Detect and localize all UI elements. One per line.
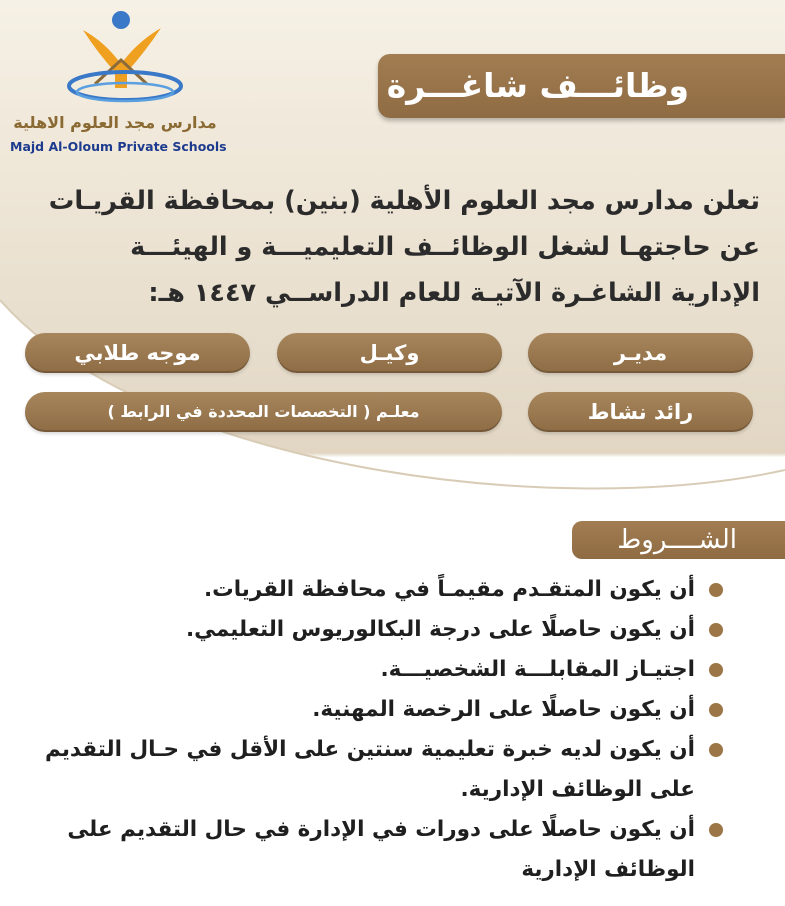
condition-item [15, 690, 695, 730]
condition-text: أن يكون لديه خبرة تعليمية سنتين على الأقل في حـال التقديم على الوظائف الإدارية. [44, 737, 695, 802]
condition-item [15, 810, 695, 890]
conditions-list [15, 570, 695, 890]
conditions-header [572, 521, 785, 559]
condition-item [15, 610, 695, 650]
page-title: وظائـــف شاغـــرة [386, 66, 689, 105]
condition-text: اجتيـاز المقابلـــة الشخصيـــة. [380, 657, 695, 682]
logo-english-name: Majd Al-Oloum Private Schools [10, 139, 227, 154]
intro-paragraph [25, 178, 760, 316]
logo-mark-icon [65, 8, 185, 108]
condition-item [15, 730, 695, 810]
job-pill-teacher: معلـم ( التخصصات المحددة في الرابط ) [25, 392, 502, 432]
logo-arabic-name: مدارس مجد العلوم الاهلية [13, 113, 217, 132]
condition-item [15, 650, 695, 690]
condition-text: أن يكون حاصلًا على درجة البكالوريوس التعليمي. [185, 617, 695, 642]
intro-line: تعلن مدارس مجد العلوم الأهلية (بنين) بمحافظة القريـات [48, 186, 760, 216]
bullet-icon [709, 823, 723, 837]
bullet-icon [709, 583, 723, 597]
condition-text: أن يكون حاصلًا على دورات في الإدارة في حال التقديم على الوظائف الإدارية [67, 817, 695, 882]
condition-item [15, 570, 695, 610]
condition-text: أن يكون المتقـدم مقيمـاً في محافظة القريات. [203, 577, 695, 602]
bullet-icon [709, 703, 723, 717]
job-pill-activity-leader: رائد نشاط [528, 392, 753, 432]
job-pill-student-counselor: موجه طلابي [25, 333, 250, 373]
school-logo [10, 8, 225, 158]
condition-text: أن يكون حاصلًا على الرخصة المهنية. [312, 697, 695, 722]
job-pill-principal: مديـر [528, 333, 753, 373]
bullet-icon [709, 623, 723, 637]
conditions-title: الشــــروط [617, 525, 737, 555]
title-banner [378, 54, 785, 118]
bullet-icon [709, 663, 723, 677]
job-pill-vice-principal: وكيـل [277, 333, 502, 373]
intro-line: عن حاجتهـا لشغل الوظائــف التعليميـــة و الهيئـــة [130, 232, 760, 262]
bullet-icon [709, 743, 723, 757]
intro-line: الإدارية الشاغـرة الآتيـة للعام الدراســي ١٤٤٧ هـ: [148, 278, 760, 308]
